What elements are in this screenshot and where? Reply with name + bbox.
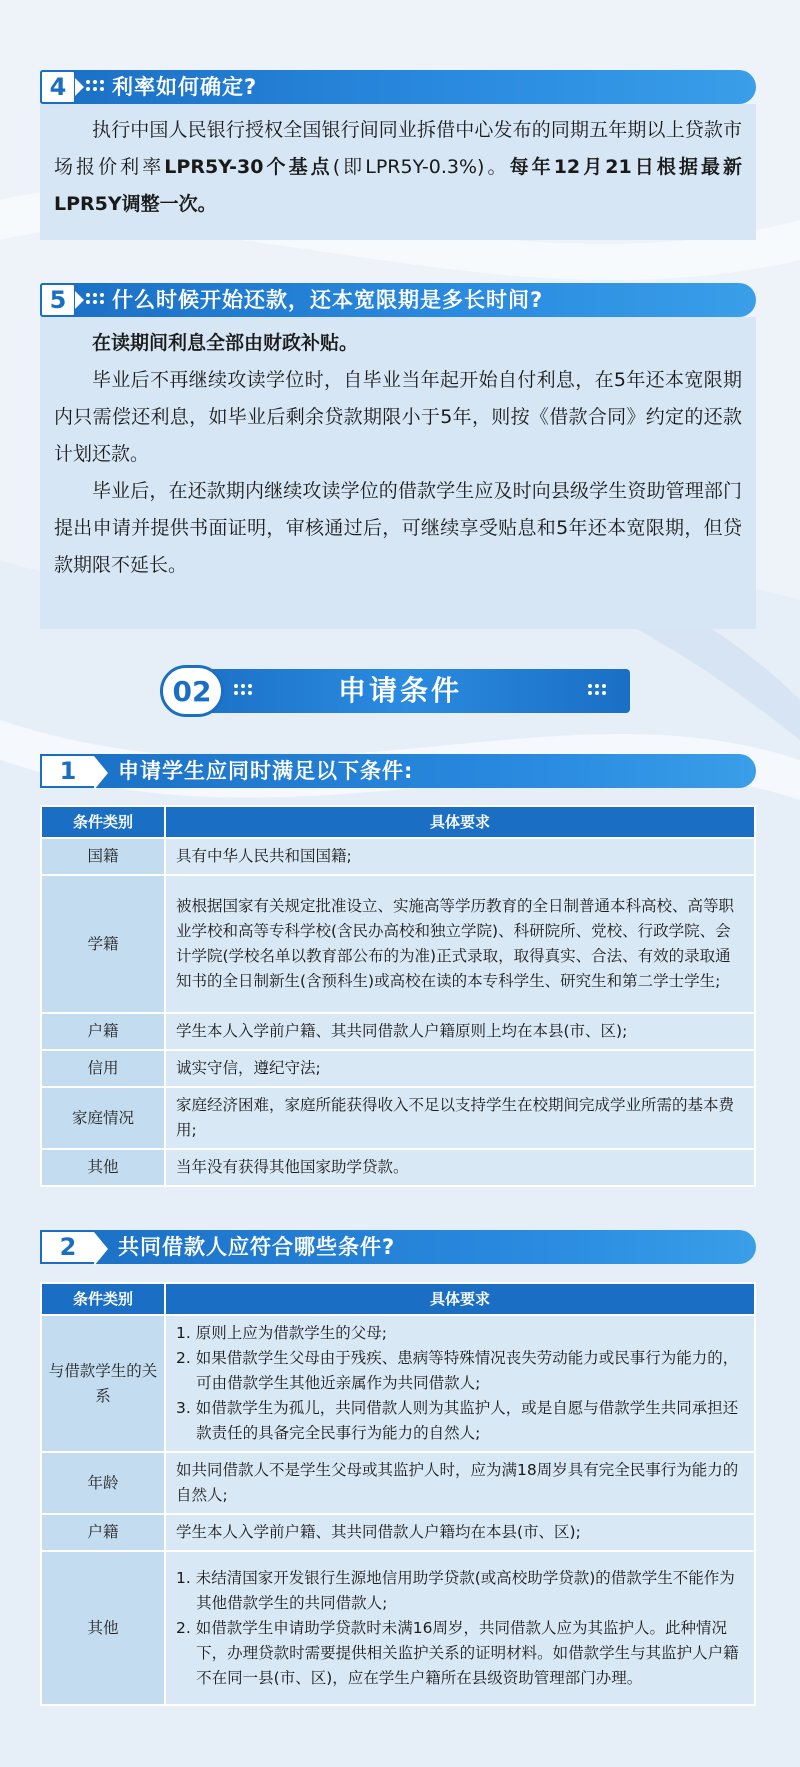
requirement-item: 3. 如借款学生为孤儿，共同借款人则为其监护人，或是自愿与借款学生共同承担还款责任的具备完全民事行为能力的自然人; [176,1399,739,1442]
dots-icon [234,684,252,698]
answer-highlight: LPR5Y-30个基点 [164,156,333,178]
table-header-category: 条件类别 [41,1283,165,1315]
table-row [41,1013,755,1050]
answer-paragraph: 毕业后不再继续攻读学位时，自毕业当年起开始自付利息，在5年还本宽限期内只需偿还利息，如毕业后剩余贷款期限小于5年，则按《借款合同》约定的还款计划还款。 [54,369,742,465]
answer-body [40,317,756,629]
requirement-item: 2. 如果借款学生父母由于残疾、患病等特殊情况丧失劳动能力或民事行为能力的，可由借款学生其他近亲属作为共同借款人; [176,1349,739,1392]
row-requirement: 如共同借款人不是学生父母或其监护人时，应为满18周岁具有完全民事行为能力的自然人; [165,1452,755,1514]
row-requirement: 被根据国家有关规定批准设立、实施高等学历教育的全日制普通本科高校、高等职业学校和高等专科学校(含民办高校和独立学院)、科研院所、党校、行政学院、会计学院(学校名单以教育部公布的为准)正式录取，取得真实、合法、有效的录取通知书的全日制新生(含预科生)或高校在读的本专科学生、研究生和第二学士学生; [165,875,755,1013]
question-number: 5 [40,283,76,317]
row-category: 与借款学生的关系 [41,1315,165,1452]
answer-highlight: 每年12月21日根据最新LPR5Y调整一次。 [54,156,742,215]
table-row [41,1050,755,1087]
table-row [41,1514,755,1551]
question-number: 4 [40,70,76,104]
row-category: 户籍 [41,1013,165,1050]
section-banner [160,665,635,717]
answer-body [40,104,756,240]
question-title: 利率如何确定? [112,75,258,99]
answer-paragraph: 毕业后，在还款期内继续攻读学位的借款学生应及时向县级学生资助管理部门提出申请并提供书面证明，审核通过后，可继续享受贴息和5年还本宽限期，但贷款期限不延长。 [54,480,742,576]
row-requirement: 学生本人入学前户籍、其共同借款人户籍原则上均在本县(市、区); [165,1013,755,1050]
table-row [41,1551,755,1705]
subsection-title: 共同借款人应符合哪些条件? [118,1235,396,1259]
subsection-number: 2 [40,1230,94,1264]
answer-text: (即LPR5Y-0.3%)。 [332,156,510,178]
qa-header [40,283,756,317]
subsection-number: 1 [40,754,94,788]
row-requirement: 具有中华人民共和国国籍; [165,838,755,875]
row-category: 学籍 [41,875,165,1013]
qa-header [40,70,756,104]
table-row [41,838,755,875]
answer-text: 执行中国人民银行授权全国银行间同业拆借中心发布的同期五年期以上贷款市场报价利率 [54,119,742,178]
table-row [41,1149,755,1186]
row-category: 年龄 [41,1452,165,1514]
qa-section-repayment [40,283,756,629]
row-requirement: 当年没有获得其他国家助学贷款。 [165,1149,755,1186]
table-row [41,1087,755,1149]
table-row [41,1315,755,1452]
row-category: 国籍 [41,838,165,875]
row-category: 信用 [41,1050,165,1087]
row-requirement [165,1551,755,1705]
row-requirement: 学生本人入学前户籍、其共同借款人户籍均在本县(市、区); [165,1514,755,1551]
subsection-header-student [40,754,756,788]
row-requirement [165,1315,755,1452]
requirement-item: 1. 未结清国家开发银行生源地信用助学贷款(或高校助学贷款)的借款学生不能作为其他借款学生的共同借款人; [176,1568,735,1612]
requirement-item: 2. 如借款学生申请助学贷款时未满16周岁，共同借款人应为其监护人。此种情况下，办理贷款时需要提供相关监护关系的证明材料。如借款学生与其监护人户籍不在同一县(市、区)，应在学生户籍所在县级资助管理部门办理。 [176,1618,739,1687]
co-borrower-requirements-table [40,1282,756,1706]
table-row [41,1452,755,1514]
section-number: 02 [160,665,224,717]
qa-section-interest-rate [40,70,756,240]
table-header-requirement: 具体要求 [165,806,755,838]
requirement-item: 1. 原则上应为借款学生的父母; [176,1324,387,1342]
row-category: 其他 [41,1551,165,1705]
table-header-requirement: 具体要求 [165,1283,755,1315]
row-category: 其他 [41,1149,165,1186]
table-header-category: 条件类别 [41,806,165,838]
table-row [41,875,755,1013]
row-requirement: 诚实守信，遵纪守法; [165,1050,755,1087]
question-title: 什么时候开始还款，还本宽限期是多长时间? [112,288,544,312]
section-title: 申请条件 [337,674,462,707]
subsection-header-co-borrower [40,1230,756,1264]
row-category: 家庭情况 [41,1087,165,1149]
dots-icon [86,293,104,307]
answer-bold-line: 在读期间利息全部由财政补贴。 [92,332,359,354]
row-requirement: 家庭经济困难，家庭所能获得收入不足以支持学生在校期间完成学业所需的基本费用; [165,1087,755,1149]
dots-icon [588,684,606,698]
dots-icon [86,80,104,94]
student-requirements-table [40,805,756,1187]
row-category: 户籍 [41,1514,165,1551]
subsection-title: 申请学生应同时满足以下条件: [118,759,414,783]
